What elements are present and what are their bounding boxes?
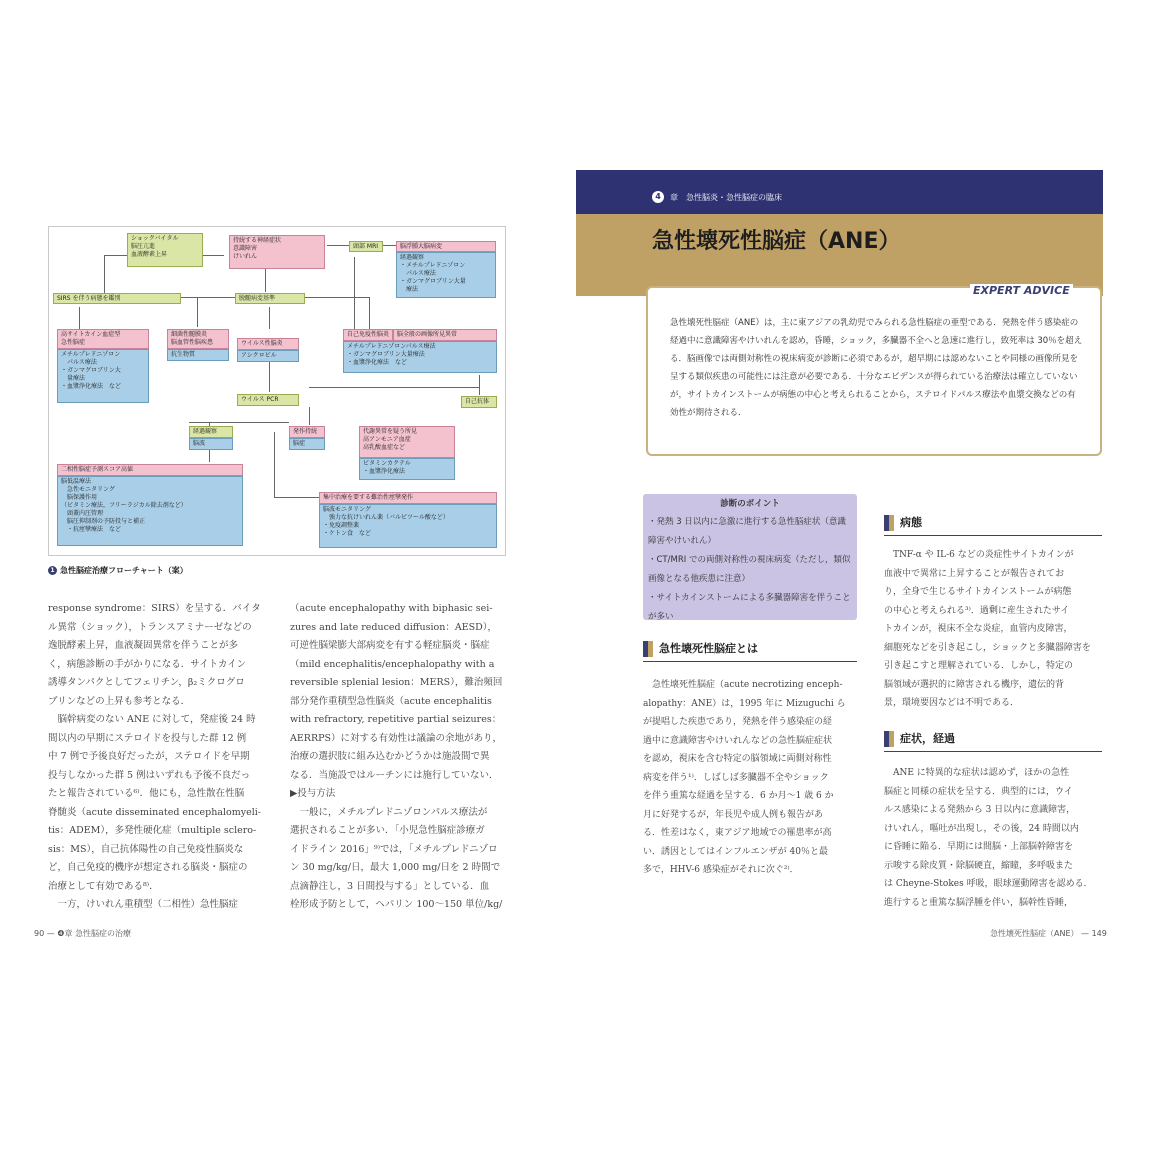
flow-seizure-persist: 発作持続	[289, 426, 325, 438]
chapter-number: 4	[652, 191, 664, 203]
section-rule	[643, 661, 857, 662]
diagnosis-point: ・CT/MRI での両側対称性の視床病変（ただし，類似画像となる他疾患に注意）	[648, 555, 851, 584]
section-heading-symptoms: 症状，経過	[884, 730, 955, 747]
flow-metabolic: 代謝異常を疑う所見 高アンモニア血症 高乳酸血症など	[359, 426, 455, 458]
section-heading-ane: 急性壊死性脳症とは	[643, 640, 758, 657]
flow-neuro-symptoms: 持続する神経症状 意識障害 けいれん	[229, 235, 325, 269]
left-column-1: response syndrome：SIRS）を呈する．バイタ ル異常（ショック），トランスアミナーゼなどの 逸脱酵素上昇，血液凝固異常を伴うことが多 く，病態診断の手がかりになる．サイトカイン 誘導タンパクとしてフェリチン，β₂ミクログロ ブリンなどの上昇も参考となる． 脳幹病変のない ANE に対して，発症後 24 時 間以内の早期にステロイドを投与した群 12 例 中 7 例で予後良好だったが，ステロイドを早期 投与しなかった群 5 例はいずれも予後不良だっ たと報告されている⁶⁾．他にも，急性散在性脳 脊髄炎（acute disseminated encephalomyeli- tis：ADEM），多発性硬化症（multiple sclero- sis：MS），自己抗体陽性の自己免疫性脳炎な ど，自己免疫的機序が想定される脳炎・脳症の 治療として有効である⁸⁾． 一方，けいれん重積型（二相性）急性脳症	[48, 603, 262, 910]
left-column-2: （acute encephalopathy with biphasic sei- zures and late reduced diffusion：AESD）， 可逆性脳梁膨大部病変を有する軽症脳炎・脳症 （mild encephalitis/encephalopathy with a reversible splenial lesion：MERS），難治頻回 部分発作重積型急性脳炎（acute encephalitis with refractory, repetitive partial seizures： AERRPS）に対する有効性は議論の余地があり， 治療の選択肢に組み込むかどうかは施設間で異 なる．当施設ではルーチンには施行していない． ▶投与方法 一般に，メチルプレドニゾロンパルス療法が 選択されることが多い．「小児急性脳症診療ガ イドライン 2016」⁹⁾では，「メチルプレドニゾロ ン 30 mg/kg/日，最大 1,000 mg/日を 2 時間で 点滴静注し，3 日間投与する」としている．血 栓形成予防として，ヘパリン 100〜150 単位/kg/	[290, 603, 503, 910]
section-pathology-text: TNF-α や IL-6 などの炎症性サイトカインが 血液中で異常に上昇することが報告されてお り，全身で生じるサイトカインストームが病態 の中心と考えられる³⁾．過剰に産生されたサイ トカインが，視床不全な炎症，血管内皮障害， 細胞死などを引き起こし，ショックと多臓器障害を 引き起こすと理解されている．しかし，特定の 脳領域が選択的に障害される機序，遺伝的背 景，環境要因などは不明である．	[884, 550, 1091, 708]
flow-viral-encephalitis: ウイルス性脳炎	[237, 338, 299, 350]
flow-autoimmune: 自己免疫性脳炎	[343, 329, 393, 341]
flow-hypercytokine: 高サイトカイン血症型 急性脳症	[57, 329, 149, 349]
flow-encephalopathy: 脳症	[289, 438, 325, 450]
flow-metabolic-tx: ビタミンカクテル ・血漿浄化療法	[359, 458, 455, 480]
section-rule	[884, 535, 1102, 536]
flowchart-figure	[48, 226, 506, 556]
flow-antibiotics: 抗生物質	[167, 349, 229, 361]
flow-brain-edema: 脳浮腫大脳病変	[396, 241, 496, 252]
section-rule	[884, 751, 1102, 752]
figure-caption	[48, 565, 188, 576]
flow-demyelination: 脱髄病変基準	[235, 293, 305, 304]
diagnosis-points-heading: 診断のポイント	[720, 499, 780, 509]
left-footer: 90 — ❹章 急性脳症の治療	[34, 929, 131, 938]
right-footer: 急性壊死性脳症（ANE） — 149	[990, 929, 1107, 938]
section-symptoms-text: ANE に特異的な症状は認めず，ほかの急性 脳症と同様の症状を呈する．典型的には，ウイ ルス感染による発熱から 3 日以内に意識障害， けいれん，嘔吐が出現し，その後，24 時間以内 に昏睡に陥る．早期には間脳・上部脳幹障害を 示唆する除皮質・除脳硬直，縮瞳，多呼吸また は Cheyne-Stokes 呼吸，眼球運動障害を認める． 進行すると重篤な脳浮腫を伴い，脳幹性昏睡，	[884, 768, 1093, 908]
flow-autoimmune-tx: メチルプレドニゾロンパルス療法 ・ガンマグロブリン大量療法 ・血漿浄化療法 など	[343, 341, 497, 373]
flow-acyclovir: アシクロビル	[237, 350, 299, 362]
expert-advice-text: 急性壊死性脳症（ANE）は，主に東アジアの乳幼児でみられる急性脳症の亜型である．発熱を伴う感染症の経過中に意識障害やけいれんを認め，昏睡，ショック，多臓器不全へと急速に進行し，致死率は 30％を超える．脳画像では両側対称性の視床病変が診断に必須であるが，超早期には認めないことや同様の画像所見を呈する類似疾患の可能性には注意が必要である．十分なエビデンスが得られている治療法は確立していないが，サイトカインストームが病態の中心と考えられることから，ステロイドパルス療法や血漿交換などの有効性が期待される．	[670, 318, 1083, 418]
diagnosis-point: ・サイトカインストームによる多臓器障害を伴うことが多い	[648, 593, 851, 622]
flow-refractory-tx: 脳波モニタリング 強力な抗けいれん薬（バルビツール酸など） ・免疫調整薬 ・ケトン食 など	[319, 504, 497, 548]
flow-head-mri: 頭部 MRI	[349, 241, 383, 252]
chapter-title: 章 急性脳炎・急性脳症の臨床	[670, 193, 782, 202]
caption-number: 1	[48, 566, 57, 575]
flow-biphasic-tx: 脳低温療法 急性モニタリング 脳保護作用 （ビタミン療法，フリーラジカル除去剤など） 頭蓋内圧管理 脳圧抑制剤の予防投与と補正 ・抗痙攣療法 など	[57, 476, 243, 546]
flow-observation: 経過観察	[189, 426, 233, 438]
caption-text: 急性脳症治療フローチャート（案）	[60, 566, 188, 575]
diagnosis-point: ・発熱 3 日以内に急激に進行する急性脳症状（意識障害やけいれん）	[648, 517, 846, 546]
flow-sirs: SIRS を伴う病態を鑑別	[53, 293, 181, 304]
section-heading-pathology: 病態	[884, 514, 922, 531]
section-ane-text: 急性壊死性脳症（acute necrotizing enceph- alopathy：ANE）は，1995 年に Mizuguchi ら が提唱した疾患であり，発熱を伴う感染症の経 過中に意識障害やけいれんなどの急性脳症症状 を認め，視床を含む特定の脳領域に両側対称性 病変を伴う¹⁾．しばしば多臓器不全やショック を伴う重篤な経過を呈する．6 か月〜1 歳 6 か 月に好発するが，年長児や成人例も報告があ る．性差はなく，東アジア地域での罹患率が高 い．誘因としてはインフルエンザが 40％と最 多で，HHV-6 感染症がそれに次ぐ²⁾．	[643, 680, 846, 875]
flow-virus-pcr: ウイルス PCR	[237, 394, 299, 406]
flow-shock-vital: ショックバイタル 脳圧亢進 血液酵素上昇	[127, 233, 203, 267]
flow-bacterial-meningitis: 細菌性髄膜炎 脳血管性脳疾患	[167, 329, 229, 349]
flow-brain-edema-tx: 経過観察 ・メチルプレドニゾロン パルス療法 ・ガンマグロブリン大量 療法	[396, 252, 496, 298]
page-title: 急性壊死性脳症（ANE）	[652, 229, 901, 254]
flow-eeg: 脳波	[189, 438, 233, 450]
diagnosis-points-list	[648, 513, 854, 627]
flow-biphasic-score: 二相性脳症予測スコア高値	[57, 464, 243, 476]
flow-hypercytokine-tx: メチルプレドニゾロン パルス療法 ・ガンマグロブリン大 量療法 ・血漿浄化療法 など	[57, 349, 149, 403]
expert-advice-heading: EXPERT ADVICE	[970, 284, 1073, 297]
flow-refractory-seizure: 集中治療を要する難治性痙攣発作	[319, 492, 497, 504]
flow-imaging-abnormal: 脳全般の画像所見異常	[393, 329, 497, 341]
flow-autoantibody: 自己抗体	[461, 396, 497, 408]
